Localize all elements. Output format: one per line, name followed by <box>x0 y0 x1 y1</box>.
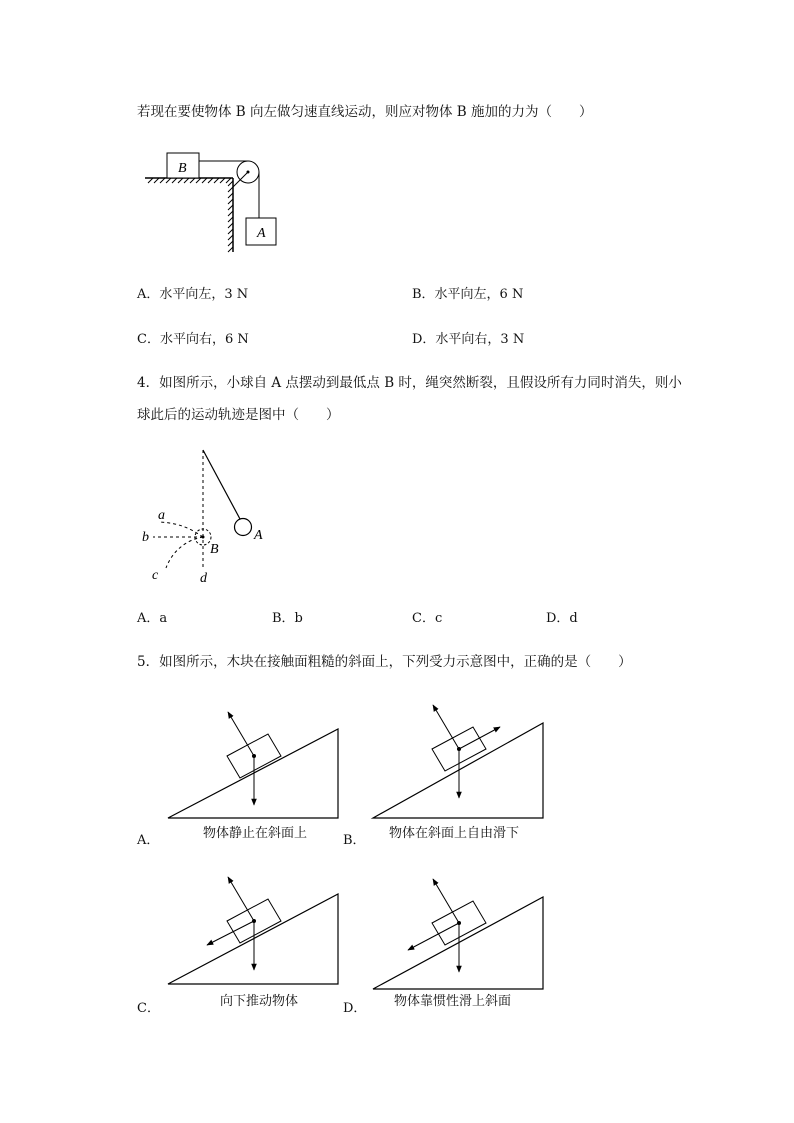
figure-c <box>168 877 338 984</box>
q4-text-line2: 球此后的运动轨迹是图中（ ） <box>137 407 340 423</box>
q5-caption-a: 物体静止在斜面上 <box>203 826 308 841</box>
q3-text: 若现在要使物体 B 向左做匀速直线运动，则应对物体 B 施加的力为（ ） <box>137 104 593 120</box>
label-a: A <box>257 226 266 241</box>
label-path-d: d <box>200 571 207 586</box>
q4-text-line1: 4．如图所示，小球自 A 点摆动到最低点 B 时，绳突然断裂，且假设所有力同时消失，则小 <box>137 375 682 391</box>
label-path-a: a <box>158 508 165 523</box>
figure-a <box>168 712 338 818</box>
label-path-c: c <box>152 568 159 583</box>
figure-d <box>373 879 543 989</box>
q3-option-a[interactable]: A．水平向左，3 N <box>137 287 249 302</box>
label-point-b: B <box>210 542 219 557</box>
label-path-b: b <box>142 530 149 545</box>
q5-option-b-letter[interactable]: B． <box>343 833 366 848</box>
q5-option-a-letter[interactable]: A． <box>137 833 160 848</box>
q5-caption-b: 物体在斜面上自由滑下 <box>389 826 520 841</box>
q5-text: 5．如图所示，木块在接触面粗糙的斜面上，下列受力示意图中，正确的是（ ） <box>137 654 632 670</box>
q4-option-d[interactable]: D．d <box>546 611 578 626</box>
q4-option-a[interactable]: A．a <box>137 611 168 626</box>
q4-option-b[interactable]: B．b <box>272 611 303 626</box>
q5-caption-d: 物体靠惯性滑上斜面 <box>394 994 512 1009</box>
figure-b <box>373 705 543 818</box>
q5-option-d-letter[interactable]: D． <box>343 1001 367 1016</box>
q3-option-b[interactable]: B．水平向左，6 N <box>412 287 524 302</box>
q5-option-c-letter[interactable]: C． <box>137 1001 160 1016</box>
q3-option-d[interactable]: D．水平向右，3 N <box>412 332 525 347</box>
label-b: B <box>178 161 187 176</box>
label-point-a: A <box>254 528 263 543</box>
q5-caption-c: 向下推动物体 <box>220 994 299 1009</box>
q3-option-c[interactable]: C．水平向右，6 N <box>137 332 249 347</box>
q4-option-c[interactable]: C．c <box>412 611 443 626</box>
